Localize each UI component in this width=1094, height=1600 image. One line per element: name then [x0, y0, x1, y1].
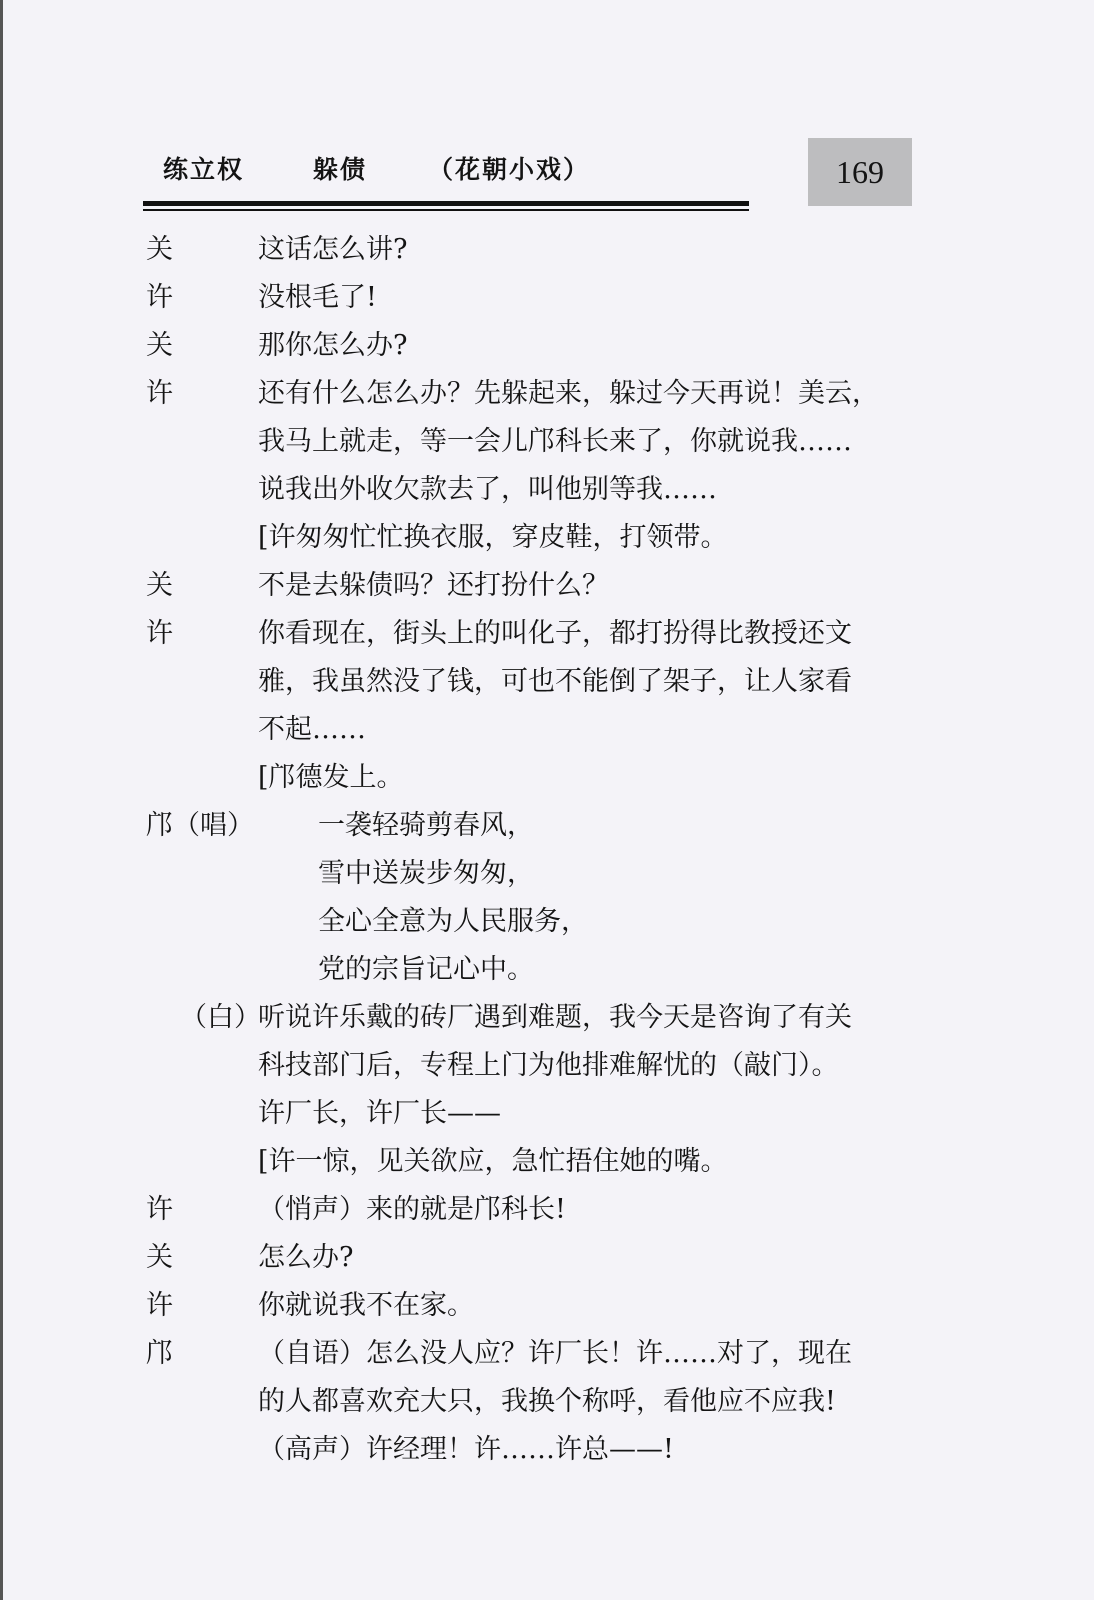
stage-direction: [许匆匆忙忙换衣服，穿皮鞋，打领带。 [258, 522, 728, 553]
dialogue-line: 许厂长，许厂长—— [258, 1098, 501, 1129]
dialogue-line: 我马上就走，等一会儿邝科长来了，你就说我…… [258, 426, 852, 457]
dialogue-line: 科技部门后，专程上门为他排难解忧的（敲门）。 [258, 1050, 839, 1081]
dialogue-line: 没根毛了! [258, 282, 377, 313]
dialogue-line: 怎么办? [258, 1242, 354, 1273]
dialogue-line: （悄声）来的就是邝科长! [258, 1194, 566, 1225]
speaker-label: 关 [146, 330, 173, 361]
dialogue-line: 你看现在，街头上的叫化子，都打扮得比教授还文 [258, 618, 852, 649]
speaker-label: 关 [146, 570, 173, 601]
speaker-label: 许 [146, 1194, 173, 1225]
speaker-label: 许 [146, 618, 173, 649]
speaker-label: 关 [146, 1242, 173, 1273]
sung-verse: 全心全意为人民服务， [318, 906, 588, 937]
header-title: 躲债 [313, 155, 368, 184]
dialogue-line: 说我出外收欠款去了，叫他别等我…… [258, 474, 717, 505]
dialogue-line: 不起…… [258, 714, 366, 745]
dialogue-line: （自语）怎么没人应？许厂长！许……对了，现在 [258, 1338, 852, 1369]
speaker-label: 许 [146, 1290, 173, 1321]
sung-verse: 党的宗旨记心中。 [318, 954, 534, 985]
dialogue-line: 雅，我虽然没了钱，可也不能倒了架子，让人家看 [258, 666, 852, 697]
page-number: 169 [808, 138, 912, 206]
header-author: 练立权 [163, 155, 245, 184]
dialogue-line: 听说许乐戴的砖厂遇到难题，我今天是咨询了有关 [258, 1002, 852, 1033]
speaker-label: 邝 [146, 1338, 173, 1369]
dialogue-line: 那你怎么办? [258, 330, 408, 361]
dialogue-line: （高声）许经理！许……许总——! [258, 1434, 674, 1465]
dialogue-line: 这话怎么讲? [258, 234, 408, 265]
speaker-label: 许 [146, 282, 173, 313]
stage-direction: [邝德发上。 [258, 762, 404, 793]
header-rule-thin [143, 209, 749, 211]
header-rule-thick [143, 201, 749, 206]
dialogue-line: 不是去躲债吗？还打扮什么？ [258, 570, 609, 601]
speaker-label: 邝（唱） [146, 810, 254, 841]
page-edge [0, 0, 3, 1600]
speaker-label: 关 [146, 234, 173, 265]
sung-verse: 雪中送炭步匆匆， [318, 858, 534, 889]
dialogue-line: 还有什么怎么办？先躲起来，躲过今天再说！美云， [258, 378, 879, 409]
dialogue-line: 你就说我不在家。 [258, 1290, 474, 1321]
stage-direction: [许一惊，见关欲应，急忙捂住她的嘴。 [258, 1146, 728, 1177]
header-genre: （花朝小戏） [428, 155, 591, 184]
speaker-label: 许 [146, 378, 173, 409]
running-header [143, 150, 743, 190]
dialogue-line: 的人都喜欢充大只，我换个称呼，看他应不应我! [258, 1386, 836, 1417]
speaker-label: （白） [180, 1002, 261, 1033]
sung-verse: 一袭轻骑剪春风， [318, 810, 534, 841]
